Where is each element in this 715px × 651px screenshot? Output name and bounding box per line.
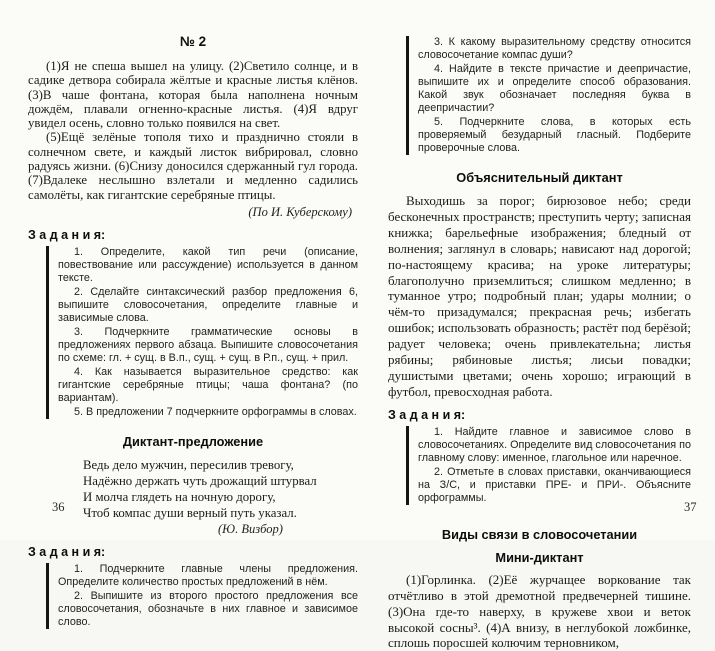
task-item: 4. Как называется выразительное средство: как гигантские серебряные птицы; чаша фонтана? (по вариантам). <box>58 365 358 404</box>
dictation-paragraph: (1)Я не спеша вышел на улицу. (2)Светило солнце, и в садике детвора собирала жёлтые и красные листья клёнов. (3)В чаше фонтана, которая была наполнена ночным дождём, плавали огненно-красные листья. (4)Я вдруг увидел осень, словно только появился на свет. <box>28 59 358 131</box>
tasks-header: З а д а н и я: <box>28 227 106 242</box>
tasks-block <box>46 246 358 419</box>
text-attribution: (По И. Куберскому) <box>248 204 352 219</box>
explanatory-dictation-text: Выходишь за порог; бирюзовое небо; среди бесконечных пространств; преступить черту; записная книжка; барельефные изображения; бледный от волнения; заглянул в словарь; нависают над дорогой; по-настоящему красива; на уроке литературы; благополучно приземлиться; слишком медленно; в туманное утро; подробный план; удары молнии; о чём-то призадумался; прекрасная речь; избегать ошибок; использовать образность; растёт под берёзой; радует человека; очень привлекательна; листья рябины; рябиновые листья; лисьи повадки; душистыми цветами; очень хорошо; играющий в футбол, превосходная работа. <box>388 193 691 399</box>
poem-attribution: (Ю. Визбор) <box>218 521 283 536</box>
task-item: 3. К какому выразительному средству относится словосочетание компас души? <box>418 36 691 61</box>
section-title: Виды связи в словосочетании <box>441 526 638 542</box>
task-item: 1. Найдите главное и зависимое слово в словосочетаниях. Определите вид словосочетания по главному слову: именное, глагольное или наречное. <box>418 425 691 464</box>
exercise-number: № 2 <box>179 34 207 49</box>
dictation-paragraph: (5)Ещё зелёные тополя тихо и празднично стояли в солнечном свете, и каждый листок вибрировал, словно радуясь жизни. (6)Снизу доносился сдержанный гул города. (7)Вдалеке неслышно взлетали и медленно садились самолёты, как гигантские серебряные птицы. <box>28 130 358 202</box>
page-number-left: 36 <box>52 500 65 514</box>
task-item: 5. В предложении 7 подчеркните орфограммы в словах. <box>74 405 357 418</box>
explanatory-dictation-title: Объяснительный диктант <box>456 170 623 185</box>
poem-line: Надёжно держать чуть дрожащий штурвал <box>83 473 317 488</box>
tasks-block <box>406 36 691 155</box>
tasks-header: З а д а н и я: <box>28 544 106 559</box>
mini-dictation-title: Мини-диктант <box>495 549 584 565</box>
task-item: 1. Подчеркните главные члены предложения. Определите количество простых предложений в нём. <box>58 562 358 588</box>
poem-line: И молча глядеть на ночную дорогу, <box>83 489 276 504</box>
page-left <box>28 26 358 630</box>
task-item: 5. Подчеркните слова, в которых есть проверяемый безударный гласный. Подберите проверочные слова. <box>418 116 691 154</box>
task-item: 3. Подчеркните грамматические основы в предложениях первого абзаца. Выпишите словосочетания по схеме: гл. + сущ. в В.п., сущ. + сущ. в Р.п., сущ. + прил. <box>58 325 358 364</box>
poem-line: Ведь дело мужчин, пересилив тревогу, <box>83 457 294 472</box>
dictation-title: Диктант-предложение <box>122 433 264 449</box>
task-item: 2. Сделайте синтаксический разбор предложения 6, выпишите словосочетания, определите главные и зависимые слова. <box>58 285 358 324</box>
tasks-block <box>406 426 691 505</box>
page-right <box>388 26 691 651</box>
task-item: 1. Определите, какой тип речи (описание, повествование или рассуждение) используется в данном тексте. <box>58 245 358 284</box>
task-item: 2. Отметьте в словах приставки, оканчивающиеся на З/С, и приставки ПРЕ- и ПРИ-. Объясните орфограммы. <box>418 465 691 504</box>
page-number-right: 37 <box>684 500 697 514</box>
task-item: 2. Выпишите из второго простого предложения все словосочетания, обозначьте в них главное и зависимое слово. <box>58 589 358 628</box>
mini-dictation-text: (1)Горлинка. (2)Её журчащее воркование так отчётливо в этой дремотной предвечерней тишине. (3)Она где-то наверху, в кружеве хвои и веток высокой сосны³. (4)А внизу, в неглубокой ложбинке, сплошь поросшей колючим терновником, <box>388 571 691 651</box>
poem-line: Чтоб компас души верный путь указал. <box>83 505 297 520</box>
tasks-header: З а д а н и я: <box>388 407 466 422</box>
poem <box>83 457 358 521</box>
task-item: 4. Найдите в тексте причастие и деепричастие, выпишите их и определите способ образования. Какой звук обозначает последняя буква в деепричастии? <box>418 63 691 114</box>
tasks-block <box>46 563 358 629</box>
